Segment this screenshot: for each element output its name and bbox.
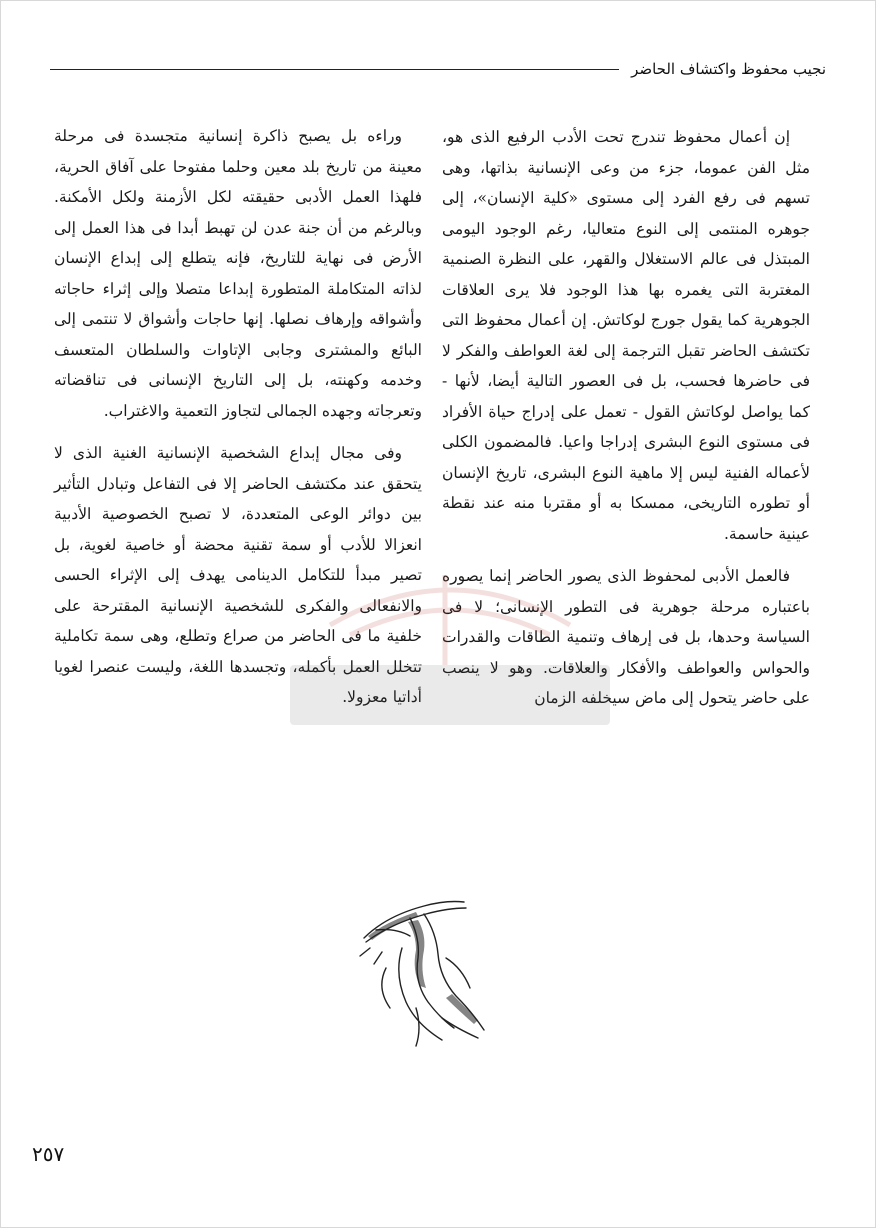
paragraph: وراءه بل يصبح ذاكرة إنسانية متجسدة فى مرحلة معينة من تاريخ بلد معين وحلما مفتوحا على آفاق الحرية، فلهذا العمل الأدبى حقيقته لكل الأزمنة ولكل الأمكنة. وبالرغم من أن جنة عدن لن تهبط أبدا فى هذا العمل إلى الأرض فى نهاية للتاريخ، فإنه يتطلع إلى إبداع الإنسان لذاته المتكاملة المتطورة إبداعا متصلا وإلى إثراء حاجاته وأشواقه وإرهاف نصلها. إنها حاجات وأشواق لا تنتمى إلى البائع والمشترى وجابى الإتاوات والسلطان المتعسف وخدمه وكهنته، بل إلى التاريخ الإنسانى فى تناقضاته وتعرجاته وجهده الجمالى لتجاوز التعمية والاغتراب. [54, 127, 422, 420]
running-header [50, 56, 826, 82]
paragraph: إن أعمال محفوظ تندرج تحت الأدب الرفيع الذى هو، مثل الفن عموما، جزء من وعى الإنسانية بذاتها، وهى تسهم فى رفع الفرد إلى مستوى «كلية الإنسان»، إلى جوهره المنتمى إلى النوع متعاليا، رغم الوجود اليومى المبتذل فى عالم الاستغلال والقهر، على النظرة الصنمية المغتربة التى يغمره بها هذا الوجود فلا يرى العلاقات الجوهرية كما يقول جورج لوكاتش. إن أعمال محفوظ التى تكتشف الحاضر تقبل الترجمة إلى لغة العواطف والفكر لا فى حاضرها فحسب، بل فى العصور التالية أيضا، لأنها - كما يواصل لوكاتش القول - تعمل على إدراج حياة الأفراد فى مستوى النوع البشرى إدراجا واعيا. فالمضمون الكلى لأعماله الفنية ليس إلا ماهية النوع البشرى، تاريخ الإنسان أو تطوره التاريخى، ممسكا به أو مقتربا منه عند نقطة عينية حاسمة. [442, 128, 810, 543]
text-column-left [54, 121, 422, 713]
page-number: ٢٥٧ [32, 1142, 65, 1166]
reclining-figure-sketch-icon [346, 878, 496, 1056]
paragraph: وفى مجال إبداع الشخصية الإنسانية الغنية الذى لا يتحقق عند مكتشف الحاضر إلا فى التفاعل وتبادل التأثير بين دوائر الوعى المتعددة، لا تصبح الخصوصية الأدبية انعزالا للأدب أو سمة تقنية محضة أو خاصية لغوية، بل تصير مبدأ للتكامل الدينامى يهدف إلى الإثراء الحسى والانفعالى والفكرى للشخصية الإنسانية المقترحة على خلفية ما فى الحاضر من صراع وتطلع، وهى سمة تكاملية تتخلل العمل بأكمله، وتجسدها اللغة، وليست عنصرا لغويا أداتيا معزولا. [54, 444, 422, 706]
header-rule [50, 69, 619, 70]
text-column-right [442, 122, 810, 714]
paragraph: فالعمل الأدبى لمحفوظ الذى يصور الحاضر إنما يصوره باعتباره مرحلة جوهرية فى التطور الإنسانى؛ لا فى السياسة وحدها، بل فى إرهاف وتنمية الطاقات والقدرات والحواس والعواطف والأفكار والعلاقات. وهو لا ينصب على حاضر يتحول إلى ماض سيخلفه الزمان [442, 567, 810, 707]
running-header-title: نجيب محفوظ واكتشاف الحاضر [631, 60, 826, 78]
